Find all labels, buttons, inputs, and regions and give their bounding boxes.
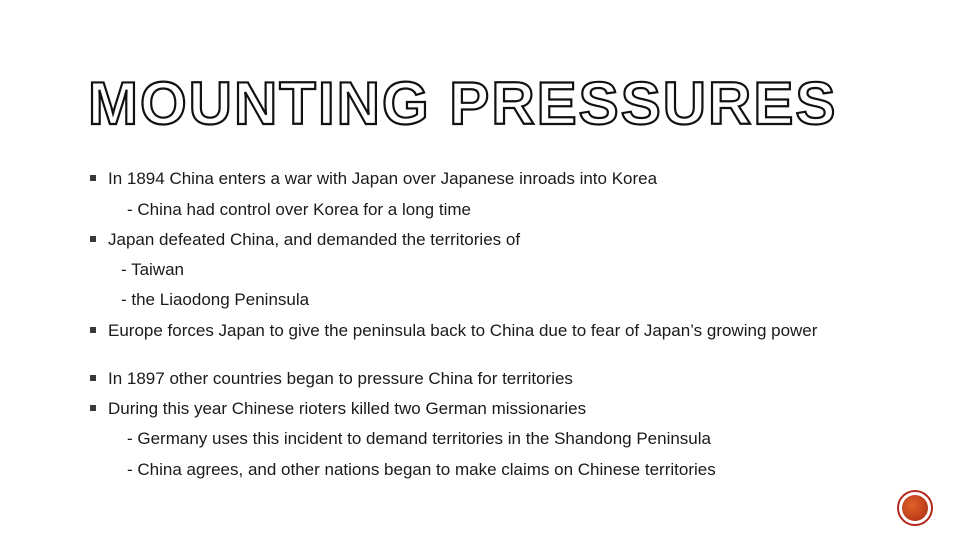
sub-item: - the Liaodong Peninsula	[121, 290, 310, 309]
sub-item: - China had control over Korea for a long time	[127, 200, 471, 219]
sub-item: - China agrees, and other nations began to make claims on Chinese territories	[127, 460, 716, 479]
bullet-text: During this year Chinese rioters killed two German missionaries	[108, 399, 587, 418]
sub-item: - Germany uses this incident to demand territories in the Shandong Peninsula	[127, 429, 711, 448]
bullet-text: Europe forces Japan to give the peninsula back to China due to fear of Japan’s growing power	[108, 321, 818, 340]
sub-item: - Taiwan	[121, 260, 184, 279]
slide-nav-button[interactable]	[897, 490, 933, 526]
slide-title: MOUNTING PRESSURES	[88, 70, 838, 137]
square-bullet-icon	[90, 327, 96, 333]
square-bullet-icon	[90, 236, 96, 242]
square-bullet-icon	[90, 375, 96, 381]
square-bullet-icon	[90, 405, 96, 411]
square-bullet-icon	[90, 175, 96, 181]
bullet-text: Japan defeated China, and demanded the territories of	[108, 230, 521, 249]
bullet-text: In 1897 other countries began to pressure China for territories	[108, 369, 573, 388]
bullet-text: In 1894 China enters a war with Japan over Japanese inroads into Korea	[108, 169, 658, 188]
circle-nav-icon	[902, 495, 928, 521]
